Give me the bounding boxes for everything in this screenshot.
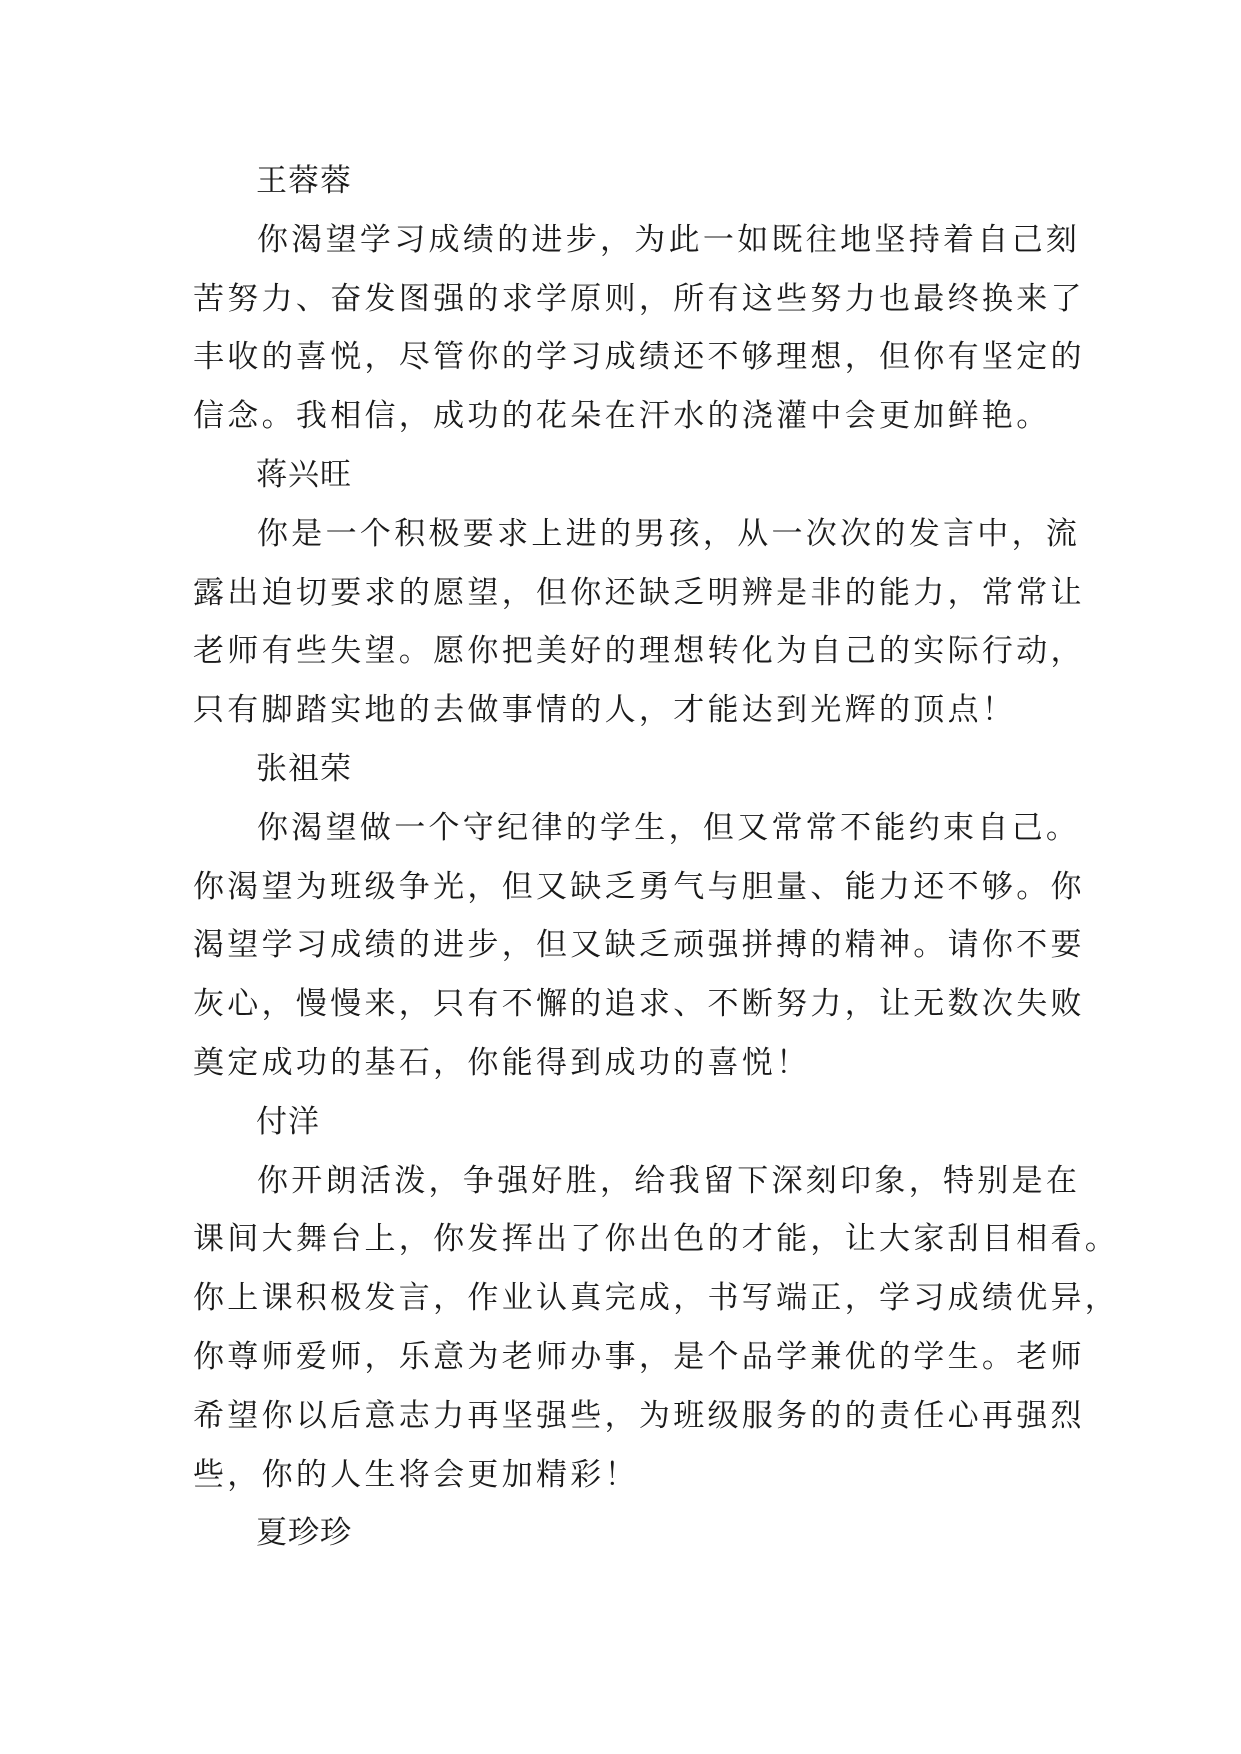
comment-line: 奠定成功的基石，你能得到成功的喜悦！ xyxy=(193,1044,811,1081)
comment-line: 只有脚踏实地的去做事情的人，才能达到光辉的顶点！ xyxy=(193,692,1017,729)
comment-line: 希望你以后意志力再坚强些，为班级服务的的责任心再强烈 xyxy=(193,1397,1085,1434)
comment-line: 你尊师爱师，乐意为老师办事，是个品学兼优的学生。老师 xyxy=(193,1338,1085,1375)
comment-line: 渴望学习成绩的进步，但又缺乏顽强拼搏的精神。请你不要 xyxy=(193,927,1085,964)
comment-line: 你上课积极发言，作业认真完成，书写端正，学习成绩优异， xyxy=(193,1280,1120,1317)
comment-line: 信念。我相信，成功的花朵在汗水的浇灌中会更加鲜艳。 xyxy=(193,398,1051,435)
comment-line: 灰心，慢慢来，只有不懈的追求、不断努力，让无数次失败 xyxy=(193,986,1085,1023)
comment-line: 你渴望做一个守纪律的学生，但又常常不能约束自己。 xyxy=(257,809,1081,846)
comment-line: 你渴望为班级争光，但又缺乏勇气与胆量、能力还不够。你 xyxy=(193,868,1085,905)
student-name: 付洋 xyxy=(256,1103,320,1140)
comment-line: 丰收的喜悦，尽管你的学习成绩还不够理想，但你有坚定的 xyxy=(193,339,1085,376)
comment-line: 苦努力、奋发图强的求学原则，所有这些努力也最终换来了 xyxy=(193,280,1085,317)
comment-line: 你是一个积极要求上进的男孩，从一次次的发言中，流 xyxy=(257,515,1081,552)
student-name: 蒋兴旺 xyxy=(256,456,352,493)
comment-line: 你渴望学习成绩的进步，为此一如既往地坚持着自己刻 xyxy=(257,221,1081,258)
comment-line: 老师有些失望。愿你把美好的理想转化为自己的实际行动， xyxy=(193,633,1085,670)
document-body xyxy=(193,152,1120,1563)
comment-line: 课间大舞台上，你发挥出了你出色的才能，让大家刮目相看。 xyxy=(193,1221,1120,1258)
student-name: 夏珍珍 xyxy=(256,1515,352,1552)
comment-line: 露出迫切要求的愿望，但你还缺乏明辨是非的能力，常常让 xyxy=(193,574,1085,611)
student-name: 张祖荣 xyxy=(256,750,352,787)
comment-line: 些，你的人生将会更加精彩！ xyxy=(193,1456,639,1493)
student-name: 王蓉蓉 xyxy=(256,163,352,199)
comment-line: 你开朗活泼，争强好胜，给我留下深刻印象，特别是在 xyxy=(257,1162,1081,1199)
